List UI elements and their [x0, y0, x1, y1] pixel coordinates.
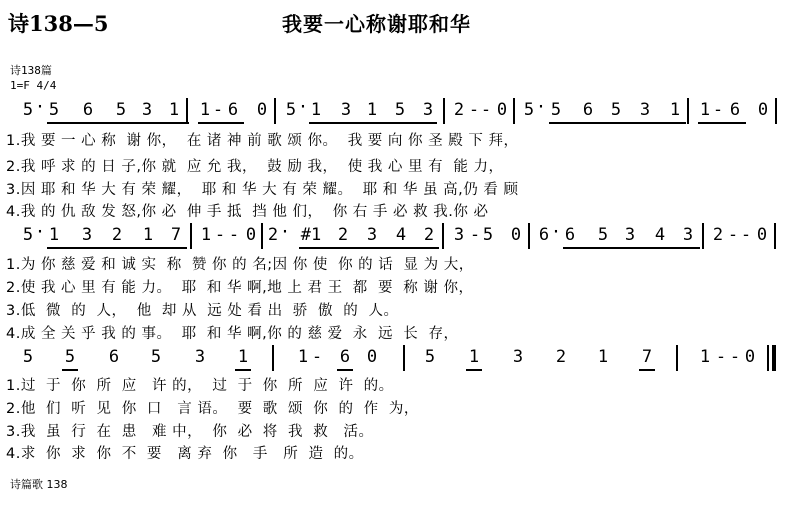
note: 1: [699, 347, 711, 367]
psalm-source: 诗138篇: [10, 64, 52, 77]
barline: [186, 98, 188, 124]
note: 3: [194, 347, 206, 367]
system-1-verse-3: 3.因 耶 和 华 大 有 荣 耀， 耶 和 华 大 有 荣 耀。 耶 和 华 虽 高,仍 看 顾: [6, 182, 519, 198]
note: 5: [64, 347, 76, 367]
note: 7: [641, 347, 653, 367]
system-2-verse-4: 4.成 全 关 乎 我 的 事。 耶 和 华 啊,你 的 慈 爱 永 远 长 存，: [6, 326, 459, 342]
system-3-verse-1: 1.过 于 你 所 应 许 的， 过 于 你 所 应 许 的。: [6, 378, 394, 394]
note: 5: [610, 100, 622, 120]
system-1-notation: [0, 97, 788, 124]
note: 5: [550, 100, 562, 120]
note: 6: [82, 100, 94, 120]
note: 6: [538, 225, 550, 245]
hymn-number: 诗138—5: [8, 11, 109, 36]
beam: [47, 122, 189, 124]
note: 0: [757, 100, 769, 120]
note: 5: [115, 100, 127, 120]
note: 1: [168, 100, 180, 120]
barline: [676, 345, 678, 371]
note: 3: [639, 100, 651, 120]
barline: [442, 223, 444, 249]
note: 1: [310, 100, 322, 120]
barline: [190, 223, 192, 249]
note: 2: [423, 225, 435, 245]
barline: [261, 223, 263, 249]
note: -: [729, 347, 741, 367]
system-1-verse-2: 2.我 呼 求 的 日 子,你 就 应 允 我， 鼓 励 我， 使 我 心 里 有 能 力，: [6, 159, 504, 175]
note: 5: [150, 347, 162, 367]
note: 1: [366, 100, 378, 120]
note: -: [480, 100, 492, 120]
note: #1: [300, 225, 322, 245]
note: 4: [395, 225, 407, 245]
barline: [274, 98, 276, 124]
note: 7: [170, 225, 182, 245]
note: -: [212, 100, 224, 120]
note: 1: [699, 100, 711, 120]
note: 4: [654, 225, 666, 245]
note: 5: [482, 225, 494, 245]
barline: [513, 98, 515, 124]
beam: [466, 369, 482, 371]
note: 5: [22, 225, 34, 245]
note: 0: [366, 347, 378, 367]
beam: [639, 369, 655, 371]
note: 1: [237, 347, 249, 367]
beam: [62, 369, 78, 371]
note: 1: [142, 225, 154, 245]
note: 5: [424, 347, 436, 367]
system-1-verse-4: 4.我 的 仇 敌 发 怒,你 必 伸 手 抵 挡 他 们， 你 右 手 必 救 我.你 必: [6, 204, 489, 220]
beam: [549, 122, 686, 124]
note: 3: [422, 100, 434, 120]
note: 6: [339, 347, 351, 367]
note: 1: [597, 347, 609, 367]
note: 5: [285, 100, 297, 120]
note: 1: [297, 347, 309, 367]
note: -: [214, 225, 226, 245]
beam: [47, 247, 187, 249]
dot: ·: [279, 222, 291, 242]
beam: [299, 247, 439, 249]
note: 3: [624, 225, 636, 245]
note: 3: [340, 100, 352, 120]
note: 6: [564, 225, 576, 245]
note: -: [311, 347, 323, 367]
note: 0: [245, 225, 257, 245]
note: 3: [141, 100, 153, 120]
key-time-signature: 1=F 4/4: [10, 79, 57, 92]
note: 1: [200, 225, 212, 245]
note: 6: [729, 100, 741, 120]
footer-caption: 诗篇歌 138: [10, 478, 68, 491]
note: 5: [523, 100, 535, 120]
beam: [309, 122, 437, 124]
note: 2: [453, 100, 465, 120]
system-3-verse-4: 4.求 你 求 你 不 要 离 弃 你 手 所 造 的。: [6, 446, 364, 462]
note: 6: [582, 100, 594, 120]
barline: [767, 345, 769, 371]
barline: [272, 345, 274, 371]
barline: [687, 98, 689, 124]
note: 1: [669, 100, 681, 120]
note: 1: [48, 225, 60, 245]
system-3-notation: [0, 347, 788, 371]
dot: ·: [550, 222, 562, 242]
system-1-verse-1: 1.我 要 一 心 称 谢 你， 在 诸 神 前 歌 颂 你。 我 要 向 你 圣 殿 下 拜，: [6, 133, 519, 149]
note: 0: [744, 347, 756, 367]
note: 1: [199, 100, 211, 120]
note: 2: [267, 225, 279, 245]
barline: [443, 98, 445, 124]
note: 2: [555, 347, 567, 367]
note: 2: [337, 225, 349, 245]
note: -: [712, 100, 724, 120]
note: 5: [394, 100, 406, 120]
hymn-title: 我要一心称谢耶和华: [282, 12, 471, 36]
note: -: [469, 225, 481, 245]
note: 5: [22, 100, 34, 120]
note: 0: [496, 100, 508, 120]
dot: ·: [34, 222, 46, 242]
note: -: [740, 225, 752, 245]
note: 5: [48, 100, 60, 120]
note: -: [228, 225, 240, 245]
barline: [702, 223, 704, 249]
barline: [403, 345, 405, 371]
note: 1: [468, 347, 480, 367]
note: 5: [22, 347, 34, 367]
note: 3: [453, 225, 465, 245]
note: -: [727, 225, 739, 245]
note: 3: [366, 225, 378, 245]
system-3-verse-2: 2.他 们 听 见 你 口 言 语。 要 歌 颂 你 的 作 为，: [6, 401, 419, 417]
note: 0: [510, 225, 522, 245]
note: -: [715, 347, 727, 367]
note: 3: [81, 225, 93, 245]
barline: [528, 223, 530, 249]
note: 5: [597, 225, 609, 245]
dot: ·: [535, 97, 547, 117]
final-barline: [772, 345, 776, 371]
note: 0: [756, 225, 768, 245]
beam: [563, 247, 700, 249]
system-2-notation: [0, 222, 788, 249]
barline: [774, 223, 776, 249]
note: 6: [227, 100, 239, 120]
note: 6: [108, 347, 120, 367]
system-2-verse-2: 2.使 我 心 里 有 能 力。 耶 和 华 啊,地 上 君 王 都 要 称 谢 你，: [6, 280, 474, 296]
system-3-verse-3: 3.我 虽 行 在 患 难 中， 你 必 将 我 救 活。: [6, 424, 374, 440]
beam: [235, 369, 251, 371]
note: 3: [512, 347, 524, 367]
note: -: [468, 100, 480, 120]
beam: [198, 122, 244, 124]
system-2-verse-3: 3.低 微 的 人， 他 却 从 远 处 看 出 骄 傲 的 人。: [6, 303, 399, 319]
barline: [775, 98, 777, 124]
dot: ·: [297, 97, 309, 117]
note: 2: [712, 225, 724, 245]
dot: ·: [34, 97, 46, 117]
note: 0: [256, 100, 268, 120]
note: 2: [111, 225, 123, 245]
beam: [337, 369, 353, 371]
note: 3: [682, 225, 694, 245]
beam: [698, 122, 746, 124]
system-2-verse-1: 1.为 你 慈 爱 和 诚 实 称 赞 你 的 名;因 你 使 你 的 话 显 为 大，: [6, 257, 474, 273]
